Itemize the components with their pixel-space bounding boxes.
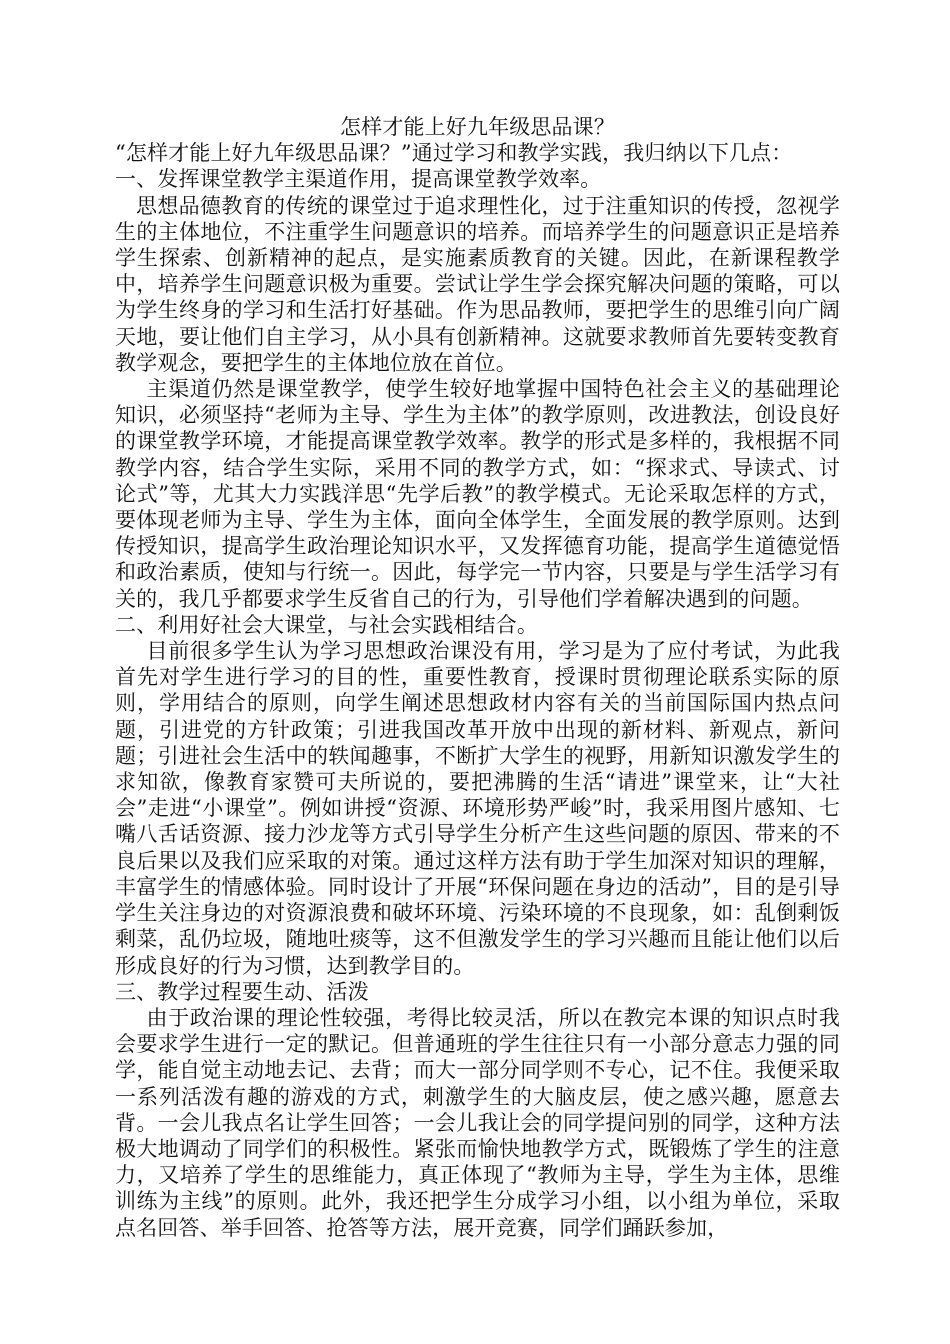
section-2-heading: 二、利用好社会大课堂，与社会实践相结合。 [115, 612, 538, 637]
document-title: 怎样才能上好九年级思品课？ [340, 115, 615, 139]
section-2-paragraph-1: 目前很多学生认为学习思想政治课没有用，学习是为了应付考试，为此我首先对学生进行学习的目的性，重要性教育，授课时贯彻理论联系实际的原则，学用结合的原则，向学生阐述思想政材内容有关的当前国际国内热点问题，引进党的方针政策；引进我国改革开放中出现的新材料、新观点，新问题；引进社会生活中的轶闻趣事，不断扩大学生的视野，用新知识激发学生的求知欲，像教育家赞可夫所说的，要把沸腾的生活“请进”课堂来，让“大社会”走进“小课堂”。例如讲授“资源、环境形势严峻”时，我采用图片感知、七嘴八舌话资源、接力沙龙等方式引导学生分析产生这些问题的原因、带来的不良后果以及我们应采取的对策。通过这样方法有助于学生加深对知识的理解，丰富学生的情感体验。同时设计了开展“环保问题在身边的活动”，目的是引导学生关注身边的对资源浪费和破坏环境、污染环境的不良现象，如：乱倒剩饭剩菜，乱仍垃圾，随地吐痰等，这不但激发学生的学习兴趣而且能让他们以后形成良好的行为习惯，达到教学目的。 [115, 639, 840, 978]
section-1-paragraph-2: 主渠道仍然是课堂教学，使学生较好地掌握中国特色社会主义的基础理论知识，必须坚持“老师为主导、学生为主体”的教学原则，改进教法，创设良好的课堂教学环境，才能提高课堂教学效率。教学的形式是多样的，我根据不同教学内容，结合学生实际，采用不同的教学方式，如：“探求式、导读式、讨论式”等，尤其大力实践洋思“先学后教”的教学模式。无论采取怎样的方式，要体现老师为主导、学生为主体，面向全体学生，全面发展的教学原则。达到传授知识，提高学生政治理论知识水平，又发挥德育功能，提高学生道德觉悟和政治素质，使知与行统一。因此，每学完一节内容，只要是与学生活学习有关的，我几乎都要求学生反省自己的行为，引导他们学着解决遇到的问题。 [115, 377, 840, 611]
intro-paragraph: “怎样才能上好九年级思品课？”通过学习和教学实践，我归纳以下几点： [115, 141, 793, 166]
section-1-paragraph-1: 思想品德教育的传统的课堂过于追求理性化，过于注重知识的传授，忽视学生的主体地位，不注重学生问题意识的培养。而培养学生的问题意识正是培养学生探索、创新精神的起点，是实施素质教育的关键。因此，在新课程教学中，培养学生问题意识极为重要。尝试让学生学会探究解决问题的策略，可以为学生终身的学习和生活打好基础。作为思品教师，要把学生的思维引向广阔天地，要让他们自主学习，从小具有创新精神。这就要求教师首先要转变教育教学观念，要把学生的主体地位放在首位。 [115, 193, 840, 375]
section-3-paragraph-1: 由于政治课的理论性较强，考得比较灵活，所以在教完本课的知识点时我会要求学生进行一定的默记。但普通班的学生往往只有一小部分意志力强的同学，能自觉主动地去记、去背；而大一部分同学则不专心，记不住。我便采取一系列活泼有趣的游戏的方式，刺激学生的大脑皮层，使之感兴趣，愿意去背。一会儿我点名让学生回答；一会儿我让会的同学提问别的同学，这种方法极大地调动了同学们的积极性。紧张而愉快地教学方式，既锻炼了学生的注意力，又培养了学生的思维能力，真正体现了“教师为主导，学生为主体，思维训练为主线”的原则。此外，我还把学生分成学习小组，以小组为单位，采取点名回答、举手回答、抢答等方法，展开竞赛，同学们踊跃参加， [115, 1005, 840, 1240]
section-3-heading: 三、教学过程要生动、活泼 [115, 979, 369, 1004]
document-page [115, 114, 840, 1241]
section-1-heading: 一、发挥课堂教学主渠道作用，提高课堂教学效率。 [115, 167, 602, 192]
